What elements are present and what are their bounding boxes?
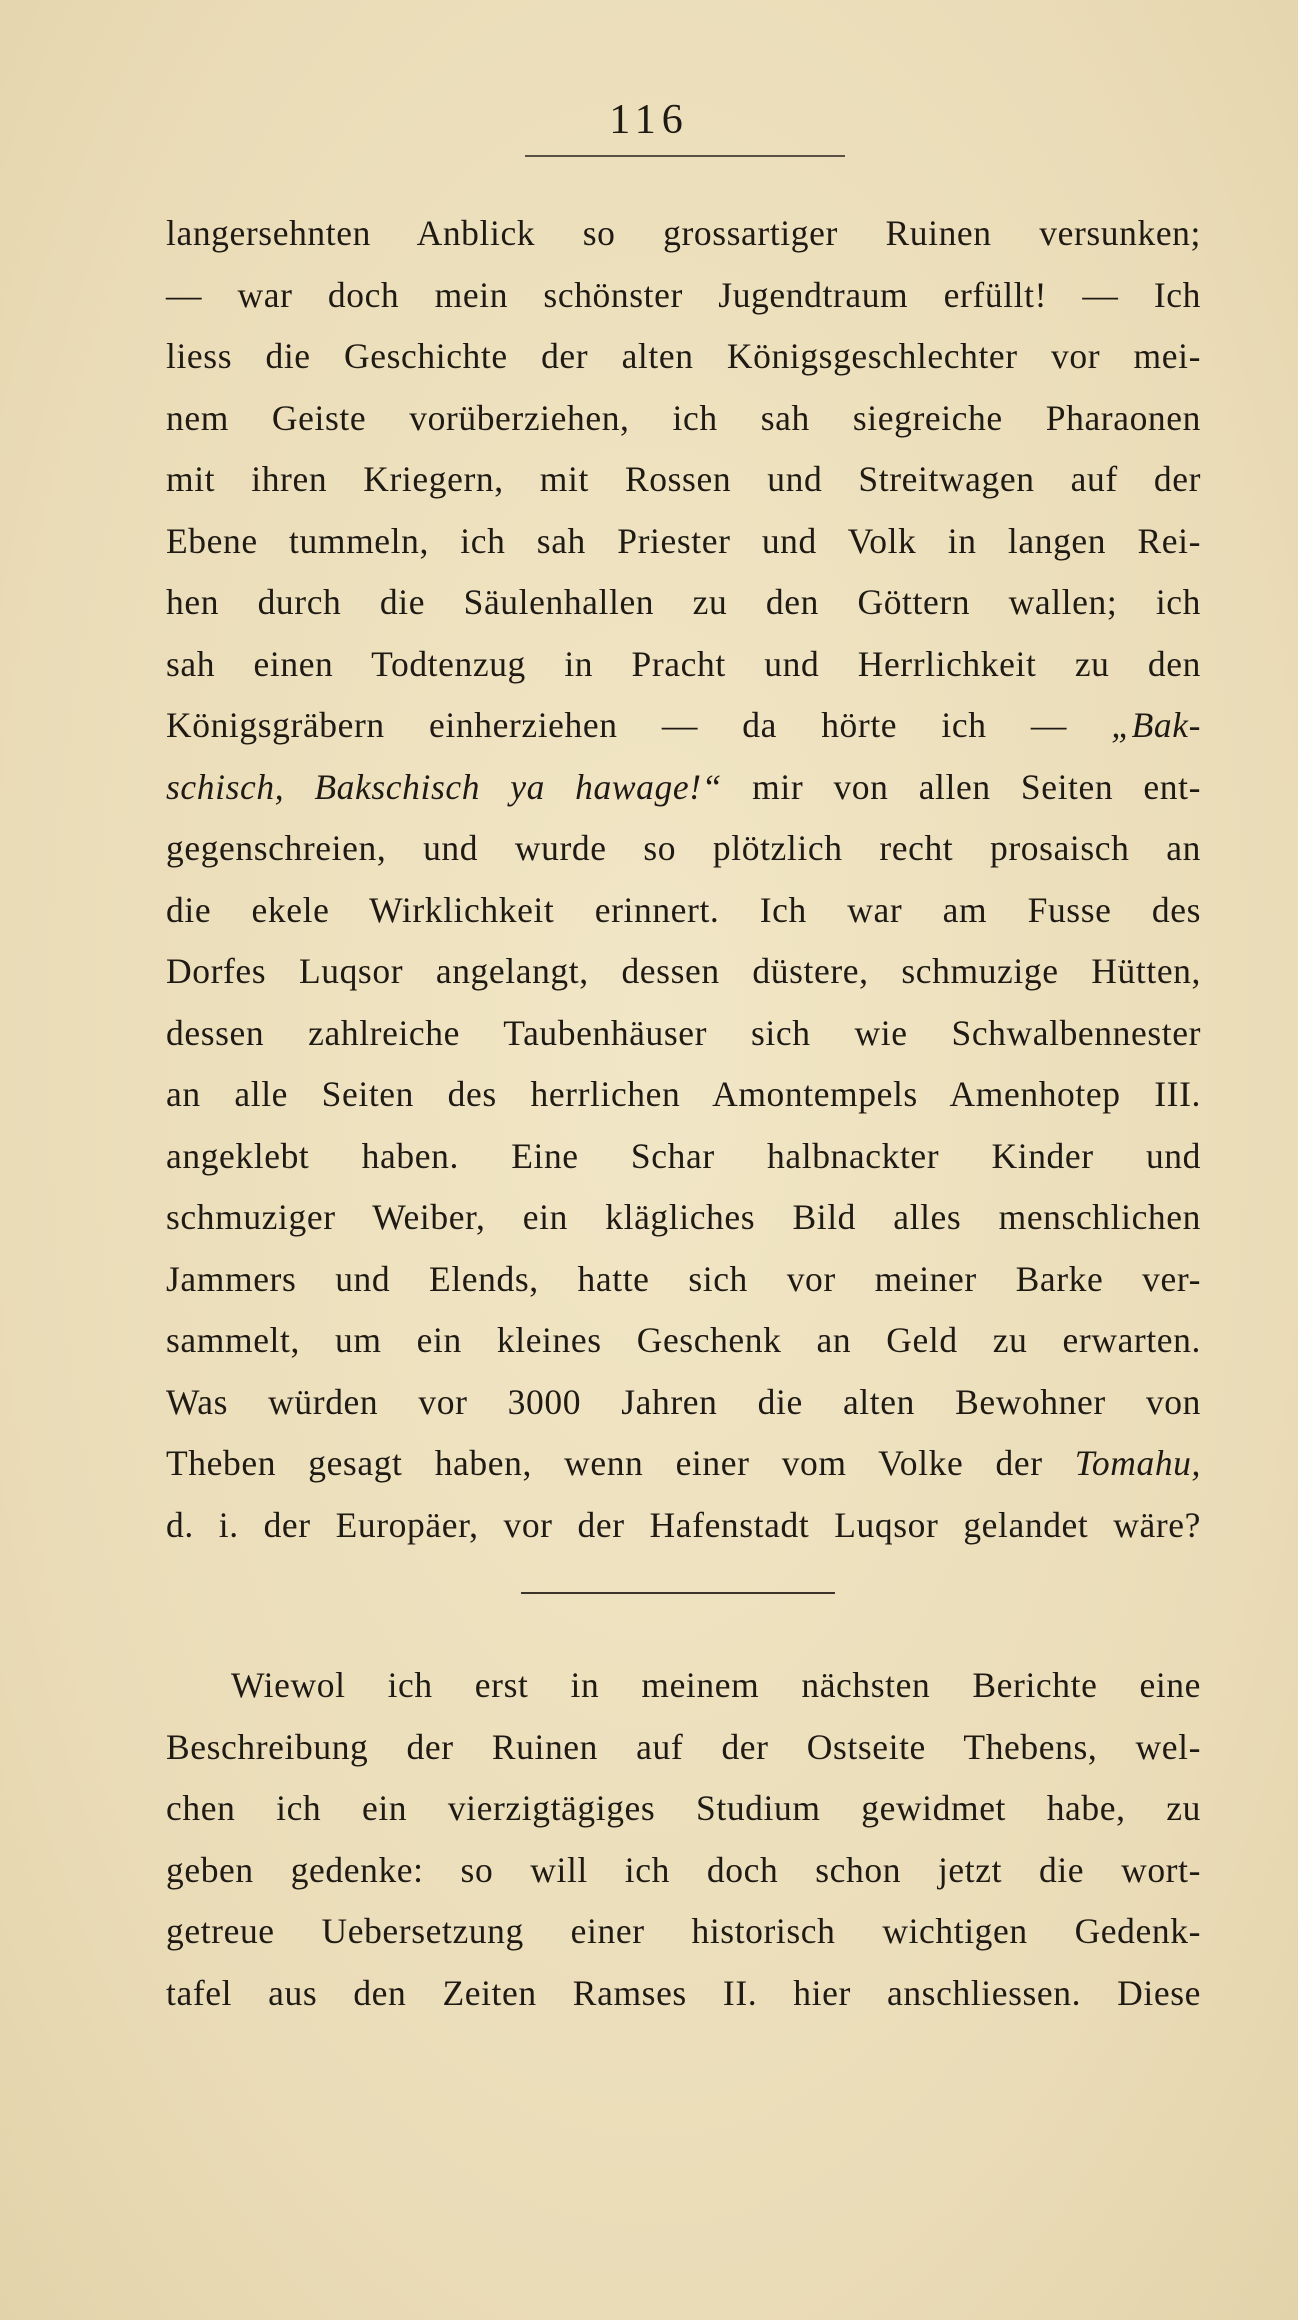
line-text: hen durch die Säulenhallen zu den Göttern wallen; ich [166, 582, 1201, 622]
line-text: mit ihren Kriegern, mit Rossen und Streitwagen auf der [166, 459, 1201, 499]
line-text: Dorfes Luqsor angelangt, dessen düstere, schmuzige Hütten, [166, 951, 1201, 991]
text-line [166, 1717, 1201, 1779]
text-line [166, 634, 1201, 696]
line-text: an alle Seiten des herrlichen Amontempels Amenhotep III. [166, 1074, 1201, 1114]
text-line [166, 449, 1201, 511]
text-line [166, 818, 1201, 880]
text-line [166, 1126, 1201, 1188]
text-line [166, 941, 1201, 1003]
text-line [166, 1372, 1201, 1434]
line-text: Theben gesagt haben, wenn einer vom Volke der [166, 1443, 1075, 1483]
paragraph-1 [166, 203, 1201, 1556]
line-text: sammelt, um ein kleines Geschenk an Geld zu erwarten. [166, 1320, 1201, 1360]
text-line [166, 1249, 1201, 1311]
text-line [166, 326, 1201, 388]
italic-text: schisch, Bakschisch ya hawage!“ [166, 766, 722, 807]
section-divider [521, 1592, 835, 1594]
line-text: schmuziger Weiber, ein klägliches Bild alles menschlichen [166, 1197, 1201, 1237]
text-line [166, 695, 1201, 757]
text-line [166, 1655, 1201, 1717]
text-line [166, 1963, 1201, 2025]
text-line [166, 388, 1201, 450]
line-text: Jammers und Elends, hatte sich vor meiner Barke ver- [166, 1258, 1201, 1299]
line-text: liess die Geschichte der alten Königsgeschlechter vor mei- [166, 336, 1201, 376]
line-text: nem Geiste vorüberziehen, ich sah siegreiche Pharaonen [166, 397, 1201, 438]
text-line [166, 1433, 1201, 1495]
text-line [166, 880, 1201, 942]
text-line [166, 1064, 1201, 1126]
text-line [166, 1495, 1201, 1557]
line-text: Beschreibung der Ruinen auf der Ostseite Thebens, wel- [166, 1726, 1201, 1767]
line-text: chen ich ein vierzigtägiges Studium gewidmet habe, zu [166, 1788, 1201, 1828]
line-text: Königsgräbern einherziehen — da hörte ich — [166, 705, 1112, 745]
line-text: Wiewol ich erst in meinem nächsten Berichte eine [231, 1665, 1201, 1705]
paragraph-2 [166, 1655, 1201, 2024]
line-text: mir von allen Seiten ent- [721, 766, 1201, 807]
text-line [166, 1778, 1201, 1840]
text-line [166, 1901, 1201, 1963]
line-text: d. i. der Europäer, vor der Hafenstadt Luqsor gelandet wäre? [166, 1504, 1201, 1545]
line-text: tafel aus den Zeiten Ramses II. hier anschliessen. Diese [166, 1972, 1201, 2013]
header-rule [525, 155, 845, 157]
line-text: dessen zahlreiche Taubenhäuser sich wie Schwalbennester [166, 1012, 1201, 1053]
line-text: die ekele Wirklichkeit erinnert. Ich war am Fusse des [166, 889, 1201, 930]
text-line [166, 572, 1201, 634]
line-text: getreue Uebersetzung einer historisch wichtigen Gedenk- [166, 1911, 1201, 1951]
text-line [166, 1187, 1201, 1249]
line-text: Was würden vor 3000 Jahren die alten Bewohner von [166, 1381, 1201, 1422]
text-line [166, 757, 1201, 819]
text-line [166, 1003, 1201, 1065]
line-text: angeklebt haben. Eine Schar halbnackter Kinder und [166, 1135, 1201, 1176]
line-text: langersehnten Anblick so grossartiger Ruinen versunken; [166, 213, 1201, 253]
line-text: geben gedenke: so will ich doch schon jetzt die wort- [166, 1849, 1201, 1890]
line-text: sah einen Todtenzug in Pracht und Herrlichkeit zu den [166, 643, 1201, 684]
line-text: — war doch mein schönster Jugendtraum erfüllt! — Ich [166, 274, 1201, 315]
text-line [166, 203, 1201, 265]
text-line [166, 511, 1201, 573]
line-text: Ebene tummeln, ich sah Priester und Volk in langen Rei- [166, 520, 1201, 561]
page-number: 116 [609, 97, 689, 143]
line-text: gegenschreien, und wurde so plötzlich recht prosaisch an [166, 828, 1201, 868]
italic-text: „Bak- [1111, 705, 1201, 745]
text-line [166, 1310, 1201, 1372]
text-line [166, 265, 1201, 327]
italic-text: Tomahu, [1074, 1443, 1201, 1483]
text-line [166, 1840, 1201, 1902]
